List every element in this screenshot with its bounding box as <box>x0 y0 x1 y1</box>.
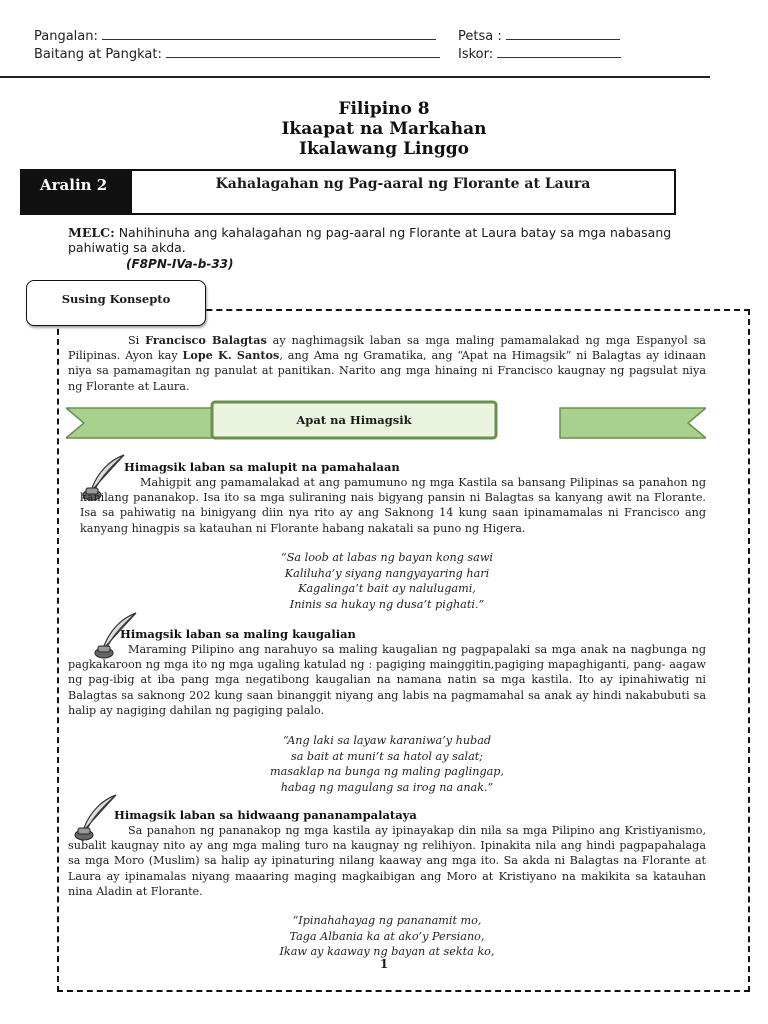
poem-line: Ininis sa hukay ng dusa’t pighati.” <box>289 597 485 611</box>
banner-title: Apat na Himagsik <box>296 413 412 427</box>
name-field[interactable] <box>102 27 436 40</box>
melc <box>68 225 688 255</box>
intro-text-2: ay naghimagsik laban sa mga maling pamamalakad ng mga Espanyol sa Pilipinas. Ayon kay <box>68 334 706 363</box>
poem-line: sa bait at muni’t sa hatol ay salat; <box>290 749 484 763</box>
name-label: Pangalan: <box>34 29 98 44</box>
melc-code: (F8PN-IVa-b-33) <box>126 257 234 271</box>
page-number: 1 <box>379 957 389 971</box>
poem-stanza <box>68 913 706 960</box>
score-label: Iskor: <box>458 47 494 62</box>
section-heading: Himagsik laban sa malupit na pamahalaan <box>124 460 400 474</box>
intro-paragraph <box>68 333 706 394</box>
header-divider <box>0 76 710 78</box>
grade-field[interactable] <box>166 45 440 58</box>
poem-line: “Sa loob at labas ng bayan kong sawi <box>281 551 493 564</box>
poem-line: “Ipinahahayag ng pananamit mo, <box>292 914 482 927</box>
score-row <box>458 45 621 62</box>
lesson-label: Aralin 2 <box>22 171 132 213</box>
name-row <box>34 27 436 44</box>
lesson-box <box>20 169 676 215</box>
section-heading: Himagsik laban sa hidwaang pananampalataya <box>114 808 417 822</box>
intro-text-1: Si <box>128 334 146 347</box>
section-body: Sa panahon ng pananakop ng mga kastila ay ipinayakap din nila sa mga Pilipino ang Kristiyanismo, subalit kaugnay nito ay ang mga maling turo na kaugnay ng relihiyon. Ipinakita nila ang hindi pagpapahalaga sa mga Moro (Muslim) sa halip ay ipinaturing nilang kaaway ang mga ito. Sa akda ni Balagtas na Florante at Laura ay ipinamalas niyang maaaring maging magkaibigan ang Moro at Kristiyano na makikita sa katauhan nina Aladin at Florante. <box>68 824 706 898</box>
poem-line: Taga Albania ka at ako’y Persiano, <box>289 929 485 943</box>
poem-line: Kaliluha’y siyang nangyayaring hari <box>284 566 490 580</box>
grade-row <box>34 45 440 62</box>
week-title: Ikalawang Linggo <box>299 139 469 159</box>
date-label: Petsa : <box>458 29 502 44</box>
lope-santos-name: Lope K. Santos <box>182 348 280 363</box>
lesson-title: Kahalagahan ng Pag-aaral ng Florante at Laura <box>215 176 591 192</box>
poem-line: Ikaw ay kaaway ng bayan at sekta ko, <box>279 945 495 958</box>
intro-text-3: , ang Ama ng Gramatika, ang “Apat na Himagsik” ni Balagtas ay idinaan niya sa pamamagitan ng panulat at panitikan. Narito ang mga hinaing ni Francisco kaugnay ng pagsulat niya ng Florante at Laura. <box>68 349 706 393</box>
author-name: Francisco Balagtas <box>145 333 267 347</box>
poem-line: habag ng magulang sa irog na anak.” <box>280 780 494 794</box>
date-row <box>458 27 620 44</box>
melc-label: MELC: <box>68 225 115 240</box>
quarter-title: Ikaapat na Markahan <box>281 119 487 139</box>
section-body: Mahigpit ang pamamalakad at ang pamumuno ng mga Kastila sa bansang Pilipinas sa panahon ng kanilang pananakop. Isa ito sa mga suliraning nais bigyang pansin ni Balagtas sa kanyang awit na Florante. Isa sa pahiwatig na binigyang diin nya rito ay ang Saknong 14 kung saan ipinamamalas ni Francisco ang kanyang hinagpis sa katauhan ni Florante habang nakatali sa puno ng Higera. <box>80 476 706 535</box>
section-heading: Himagsik laban sa maling kaugalian <box>120 627 356 641</box>
susing-konsepto-tab: Susing Konsepto <box>26 280 206 326</box>
poem-stanza <box>68 550 706 612</box>
poem-line: masaklap na bunga ng maling paglingap, <box>269 765 504 778</box>
poem-stanza <box>68 733 706 795</box>
poem-line: “Ang laki sa layaw karaniwa’y hubad <box>282 734 492 747</box>
melc-text: Nahihinuha ang kahalagahan ng pag-aaral ng Florante at Laura batay sa mga nabasang pahiwatig sa akda. <box>68 225 672 255</box>
section-body: Maraming Pilipino ang narahuyo sa maling kaugalian ng pagpapalaki sa mga anak na nagbunga ng pagkakaroon ng mga ito ng mga ugaling katulad ng : pagiging mainggitin,pagiging mapaghiganti, pang- aagaw ng pag-ibig at iba pang mga negatibong kaugalian na namana natin sa mga kastila. Ito ay ipinahiwatig ni Balagtas sa saknong 202 kung saan binanggit niyang ang labis na pagmamahal sa anak ay hindi nakabubuti sa halip ay nagiging dahilan ng pagiging palalo. <box>68 643 706 717</box>
date-field[interactable] <box>506 27 620 40</box>
score-field[interactable] <box>497 45 621 58</box>
poem-line: Kagalinga’t bait ay nalulugami, <box>298 582 476 595</box>
grade-label: Baitang at Pangkat: <box>34 47 162 62</box>
subject-title: Filipino 8 <box>338 99 430 119</box>
